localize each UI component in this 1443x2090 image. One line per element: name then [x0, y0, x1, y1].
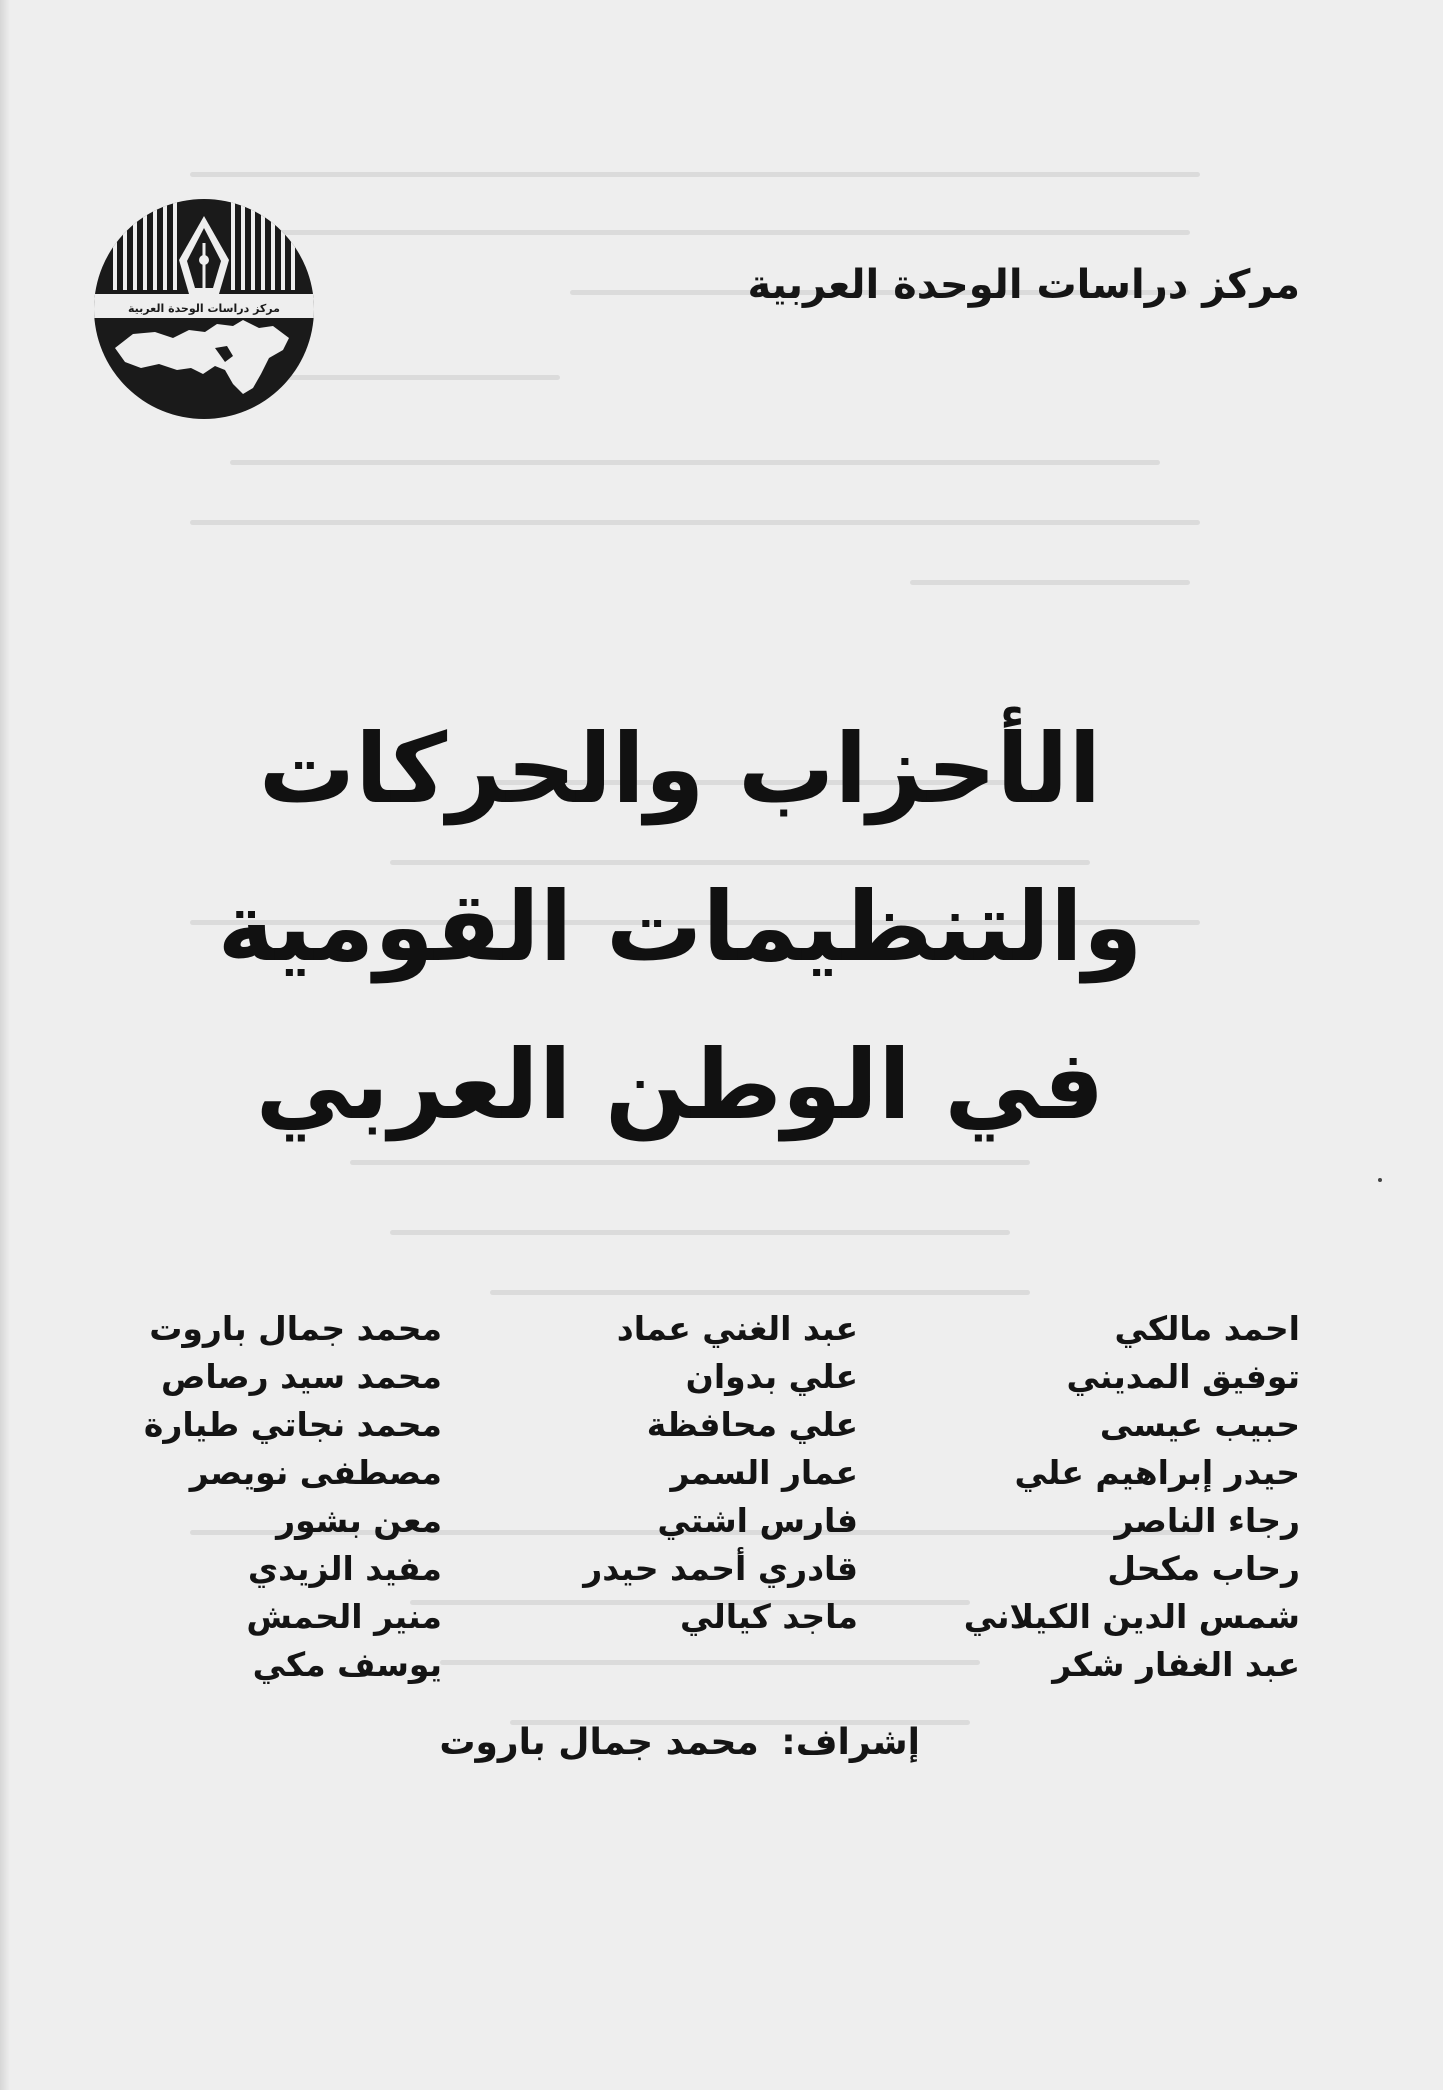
author-name: حبيب عيسى — [1099, 1405, 1300, 1444]
supervision-line — [439, 1722, 920, 1763]
title-line-3: في الوطن العربي — [255, 1029, 1105, 1141]
author-name: علي بدوان — [685, 1357, 858, 1396]
supervisor-name: محمد جمال باروت — [439, 1722, 759, 1763]
author-name: محمد جمال باروت — [149, 1309, 442, 1348]
author-name: رحاب مكحل — [1107, 1549, 1300, 1588]
author-name: مفيد الزيدي — [247, 1549, 442, 1588]
author-name: عبد الغني عماد — [616, 1309, 858, 1348]
author-name: فارس اشتي — [657, 1501, 858, 1540]
author-name: عمار السمر — [670, 1453, 858, 1492]
author-name: عبد الغفار شكر — [1052, 1645, 1300, 1684]
author-name: قادري أحمد حيدر — [583, 1549, 858, 1588]
author-name: منير الحمش — [246, 1597, 442, 1636]
print-speck — [1378, 1178, 1382, 1182]
author-name: يوسف مكي — [252, 1645, 442, 1684]
logo-text: مركز دراسات الوحدة العربية — [128, 302, 280, 315]
title-line-2: والتنظيمات القومية — [217, 871, 1143, 983]
author-name: مصطفى نويصر — [189, 1453, 442, 1492]
authors-list — [90, 1305, 1300, 1689]
author-name: محمد نجاتي طيارة — [143, 1405, 442, 1444]
author-name: شمس الدين الكيلاني — [963, 1597, 1300, 1636]
author-name: توفيق المديني — [1066, 1357, 1300, 1396]
author-name: حيدر إبراهيم علي — [1014, 1453, 1300, 1492]
author-name: رجاء الناصر — [1114, 1501, 1300, 1540]
authors-column-left — [82, 1305, 442, 1689]
authors-column-right — [940, 1305, 1300, 1689]
authors-column-middle — [478, 1305, 858, 1641]
page-edge-shadow — [0, 0, 10, 2090]
supervision-label: إشراف: — [781, 1722, 920, 1763]
publisher-logo-icon — [93, 198, 315, 420]
author-name: معن بشور — [276, 1501, 442, 1540]
publisher-name: مركز دراسات الوحدة العربية — [747, 262, 1300, 308]
author-name: ماجد كيالي — [680, 1597, 858, 1636]
title-line-1: الأحزاب والحركات — [258, 713, 1102, 825]
book-title — [180, 690, 1180, 1164]
author-name: محمد سيد رصاص — [160, 1357, 442, 1396]
author-name: احمد مالكي — [1114, 1309, 1300, 1348]
author-name: علي محافظة — [646, 1405, 858, 1444]
